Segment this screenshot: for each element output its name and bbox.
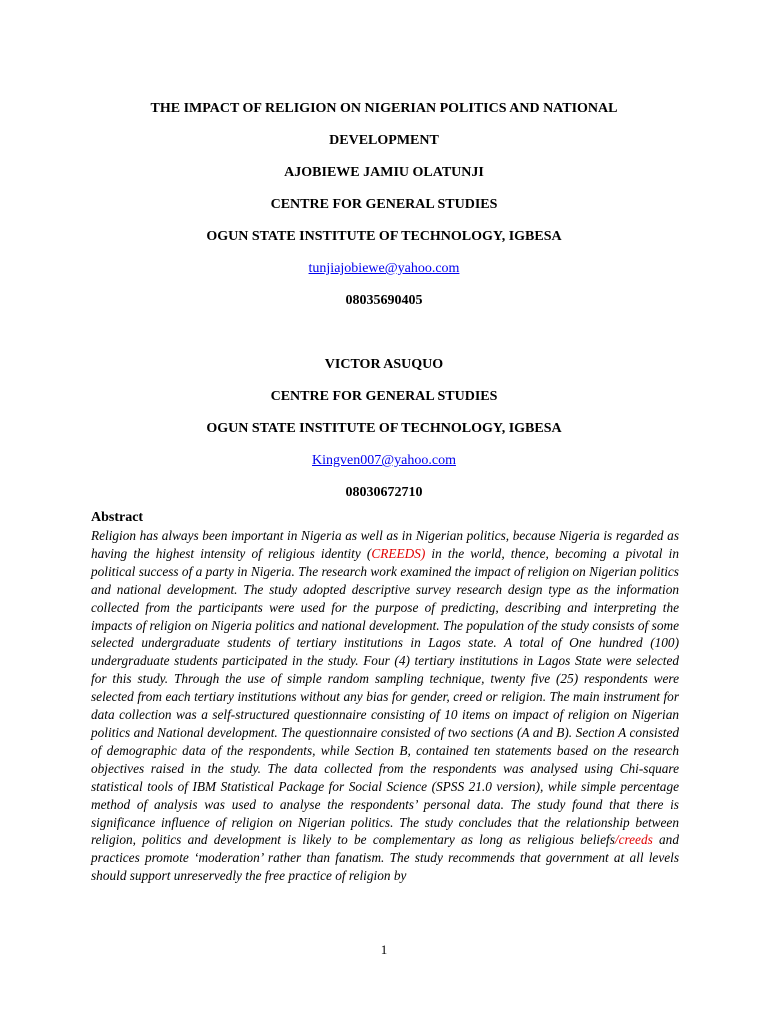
spacer (0, 317, 768, 349)
title-line-2: DEVELOPMENT (329, 133, 439, 148)
author1-phone: 08035690405 (345, 293, 423, 308)
author1-email-link[interactable]: tunjiajobiewe@yahoo.com (308, 261, 460, 276)
title-block (0, 93, 768, 509)
author1-name: AJOBIEWE JAMIU OLATUNJI (284, 165, 484, 180)
page-number: 1 (380, 942, 388, 957)
abstract-highlight-creeds-2: /creeds (614, 832, 653, 848)
abstract-highlight-creeds: CREEDS) (371, 545, 426, 561)
author2-dept: CENTRE FOR GENERAL STUDIES (270, 389, 498, 404)
author1-institution: OGUN STATE INSTITUTE OF TECHNOLOGY, IGBESA (206, 229, 562, 244)
author1-dept: CENTRE FOR GENERAL STUDIES (270, 197, 498, 212)
author2-email-link[interactable]: Kingven007@yahoo.com (312, 453, 456, 468)
abstract-body (91, 527, 679, 885)
author2-institution: OGUN STATE INSTITUTE OF TECHNOLOGY, IGBESA (206, 421, 562, 436)
abstract-text-3: and practices promote ‘moderation’ rather than fanatism. The study recommends that government at all levels should support unreservedly the free practice of religion by (91, 832, 679, 884)
abstract-heading: Abstract (91, 510, 144, 525)
abstract-text-1: Religion has always been important in Nigeria as well as in Nigerian politics, because Nigeria is regarded as having the highest intensity of religious identity ( (91, 528, 679, 561)
author2-name: VICTOR ASUQUO (324, 357, 444, 372)
author2-phone: 08030672710 (345, 485, 423, 500)
abstract-text-2: in the world, thence, becoming a pivotal in political success of a party in Nigeria. The research work examined the impact of religion on Nigerian politics and national development. The study adopted descriptive survey research design type as the information collected from the participants were used for the purpose of predicting, describing and interpreting the impacts of religion on Nigeria politics and national development. The population of the study consists of some selected undergraduate students of tertiary institutions in Lagos state. A total of One hundred (100) undergraduate students participated in the study. Four (4) tertiary institutions in Lagos State were selected for this study. Through the use of simple random sampling technique, twenty five (25) respondents were selected from each tertiary institutions without any bias for gender, creed or religion. The main instrument for data collection was a self-structured questionnaire consisting of 10 items on impact of religion on Nigerian politics and National development. The questionnaire consisted of two sections (A and B). Section A consisted of demographic data of the respondents, while Section B, contained ten statements based on the research objectives raised in the study. The data collected from the respondents was analysed using Chi-square statistical tools of IBM Statistical Package for Social Science (SPSS 21.0 version), while simple percentage method of analysis was used to analyse the respondents’ personal data. The study found that there is significance influence of religion on Nigerian politics. The study concludes that the relationship between religion, politics and development is likely to be complementary as long as religious beliefs (91, 545, 679, 848)
title-line-1: THE IMPACT OF RELIGION ON NIGERIAN POLITICS AND NATIONAL (150, 101, 618, 116)
